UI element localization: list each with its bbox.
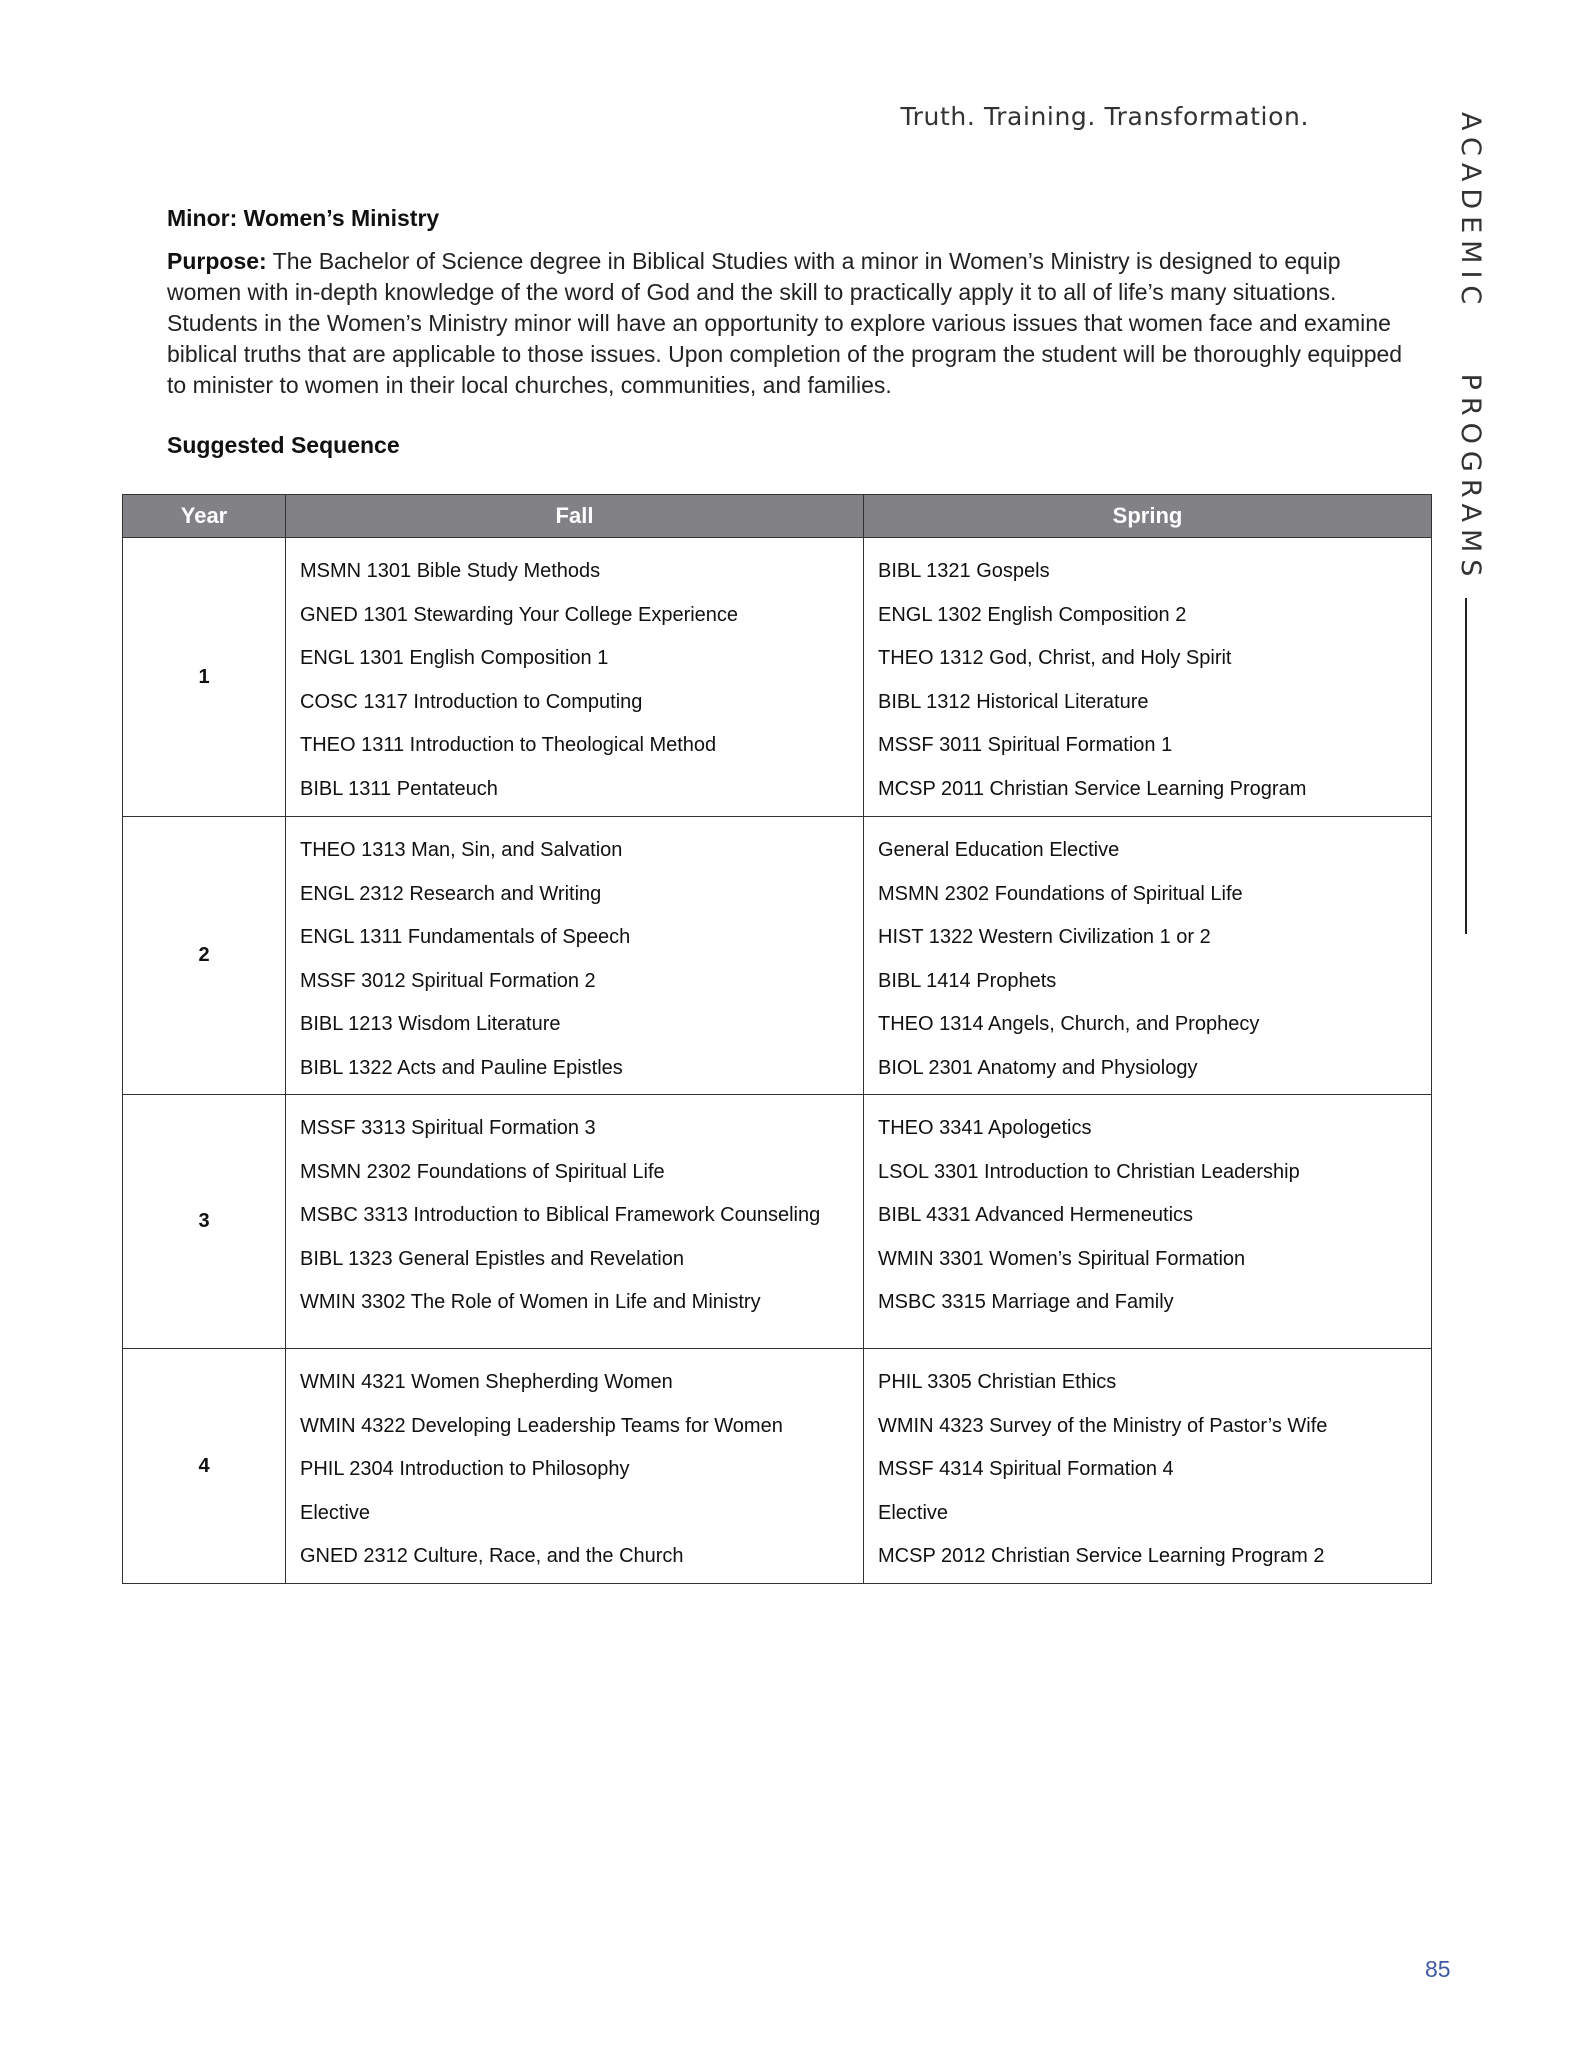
course-item: ENGL 1311 Fundamentals of Speech xyxy=(300,926,631,949)
spring-course-list xyxy=(864,538,1431,812)
header-year: Year xyxy=(123,495,286,538)
spring-course-list xyxy=(864,817,1431,1091)
course-item: WMIN 3301 Women’s Spiritual Formation xyxy=(878,1247,1246,1270)
course-item: HIST 1322 Western Civilization 1 or 2 xyxy=(878,926,1211,949)
course-item: BIBL 4331 Advanced Hermeneutics xyxy=(878,1204,1194,1227)
table-row xyxy=(123,538,1432,817)
sequence-title: Suggested Sequence xyxy=(167,432,400,458)
fall-course-list xyxy=(286,538,863,812)
spring-cell xyxy=(864,538,1432,817)
course-item: BIBL 1321 Gospels xyxy=(878,560,1050,582)
tagline: Truth. Training. Transformation. xyxy=(900,102,1309,131)
course-item: MSMN 2302 Foundations of Spiritual Life xyxy=(878,882,1243,905)
year-cell: 1 xyxy=(123,538,286,817)
purpose-text: The Bachelor of Science degree in Biblical Studies with a minor in Women’s Ministry is designed to equip women with in-depth knowledge of the word of God and the skill to practically apply it to all of life’s many situations. Students in the Women’s Ministry minor will have an opportunity to explore various issues that women face and examine biblical truths that are applicable to those issues. Upon completion of the program the student will be thoroughly equipped to minister to women in their local churches, communities, and families. xyxy=(167,248,1403,398)
course-item: THEO 3341 Apologetics xyxy=(878,1117,1092,1139)
course-item: MCSP 2012 Christian Service Learning Program 2 xyxy=(878,1545,1325,1568)
side-divider xyxy=(1465,598,1467,934)
course-item: BIBL 1312 Historical Literature xyxy=(878,690,1149,713)
course-item: ENGL 1301 English Composition 1 xyxy=(300,647,609,670)
table-row xyxy=(123,1349,1432,1584)
section-title: Minor: Women’s Ministry xyxy=(167,205,440,231)
fall-cell xyxy=(286,538,864,817)
table-body xyxy=(123,538,1432,1584)
fall-cell xyxy=(286,1349,864,1584)
course-item: WMIN 3302 The Role of Women in Life and Ministry xyxy=(300,1291,761,1314)
fall-course-list xyxy=(286,1349,863,1579)
course-item: BIOL 2301 Anatomy and Physiology xyxy=(878,1056,1198,1079)
course-item: MSMN 1301 Bible Study Methods xyxy=(300,560,601,582)
purpose-label: Purpose: xyxy=(167,248,267,274)
course-item: THEO 1312 God, Christ, and Holy Spirit xyxy=(878,647,1232,670)
header-spring: Spring xyxy=(864,495,1432,538)
course-item: PHIL 3305 Christian Ethics xyxy=(878,1371,1117,1393)
course-item: Elective xyxy=(300,1501,371,1524)
course-item: MSSF 4314 Spiritual Formation 4 xyxy=(878,1458,1174,1481)
page-number: 85 xyxy=(1425,1956,1451,1982)
sequence-table xyxy=(122,494,1432,1584)
course-item: THEO 1313 Man, Sin, and Salvation xyxy=(300,839,623,861)
year-cell: 3 xyxy=(123,1095,286,1349)
course-item: ENGL 2312 Research and Writing xyxy=(300,882,602,905)
course-item: MSBC 3313 Introduction to Biblical Framework Counseling xyxy=(300,1204,821,1227)
course-item: MSSF 3011 Spiritual Formation 1 xyxy=(878,734,1173,757)
spring-course-list xyxy=(864,1095,1431,1325)
course-item: ENGL 1302 English Composition 2 xyxy=(878,603,1187,626)
fall-cell xyxy=(286,1095,864,1349)
fall-course-list xyxy=(286,817,863,1091)
spring-cell xyxy=(864,817,1432,1095)
table-row xyxy=(123,1095,1432,1349)
course-item: MSMN 2302 Foundations of Spiritual Life xyxy=(300,1160,665,1183)
side-section-label: ACADEMIC PROGRAMS xyxy=(1455,112,1486,584)
course-item: Elective xyxy=(878,1501,949,1524)
course-item: BIBL 1323 General Epistles and Revelation xyxy=(300,1247,684,1270)
course-item: MCSP 2011 Christian Service Learning Program xyxy=(878,777,1307,800)
course-item: THEO 1314 Angels, Church, and Prophecy xyxy=(878,1013,1260,1036)
purpose-paragraph xyxy=(167,246,1407,401)
course-item: THEO 1311 Introduction to Theological Method xyxy=(300,734,717,757)
spring-course-list xyxy=(864,1349,1431,1579)
fall-course-list xyxy=(286,1095,863,1325)
course-item: WMIN 4322 Developing Leadership Teams for Women xyxy=(300,1414,783,1437)
course-item: BIBL 1213 Wisdom Literature xyxy=(300,1013,561,1036)
course-item: BIBL 1414 Prophets xyxy=(878,969,1057,992)
course-item: BIBL 1311 Pentateuch xyxy=(300,777,498,800)
spring-cell xyxy=(864,1095,1432,1349)
course-item: GNED 1301 Stewarding Your College Experience xyxy=(300,603,739,626)
header-fall: Fall xyxy=(286,495,864,538)
course-item: COSC 1317 Introduction to Computing xyxy=(300,690,643,713)
course-item: LSOL 3301 Introduction to Christian Leadership xyxy=(878,1160,1300,1183)
table-header-row xyxy=(123,495,1432,538)
table-row xyxy=(123,817,1432,1095)
course-item: MSSF 3313 Spiritual Formation 3 xyxy=(300,1117,596,1139)
spring-cell xyxy=(864,1349,1432,1584)
course-item: PHIL 2304 Introduction to Philosophy xyxy=(300,1458,630,1481)
course-item: MSSF 3012 Spiritual Formation 2 xyxy=(300,969,596,992)
course-item: MSBC 3315 Marriage and Family xyxy=(878,1291,1174,1314)
course-item: GNED 2312 Culture, Race, and the Church xyxy=(300,1545,684,1568)
fall-cell xyxy=(286,817,864,1095)
course-item: General Education Elective xyxy=(878,839,1120,861)
course-item: WMIN 4323 Survey of the Ministry of Pastor’s Wife xyxy=(878,1414,1328,1437)
course-item: BIBL 1322 Acts and Pauline Epistles xyxy=(300,1056,623,1079)
course-item: WMIN 4321 Women Shepherding Women xyxy=(300,1371,673,1393)
year-cell: 2 xyxy=(123,817,286,1095)
year-cell: 4 xyxy=(123,1349,286,1584)
